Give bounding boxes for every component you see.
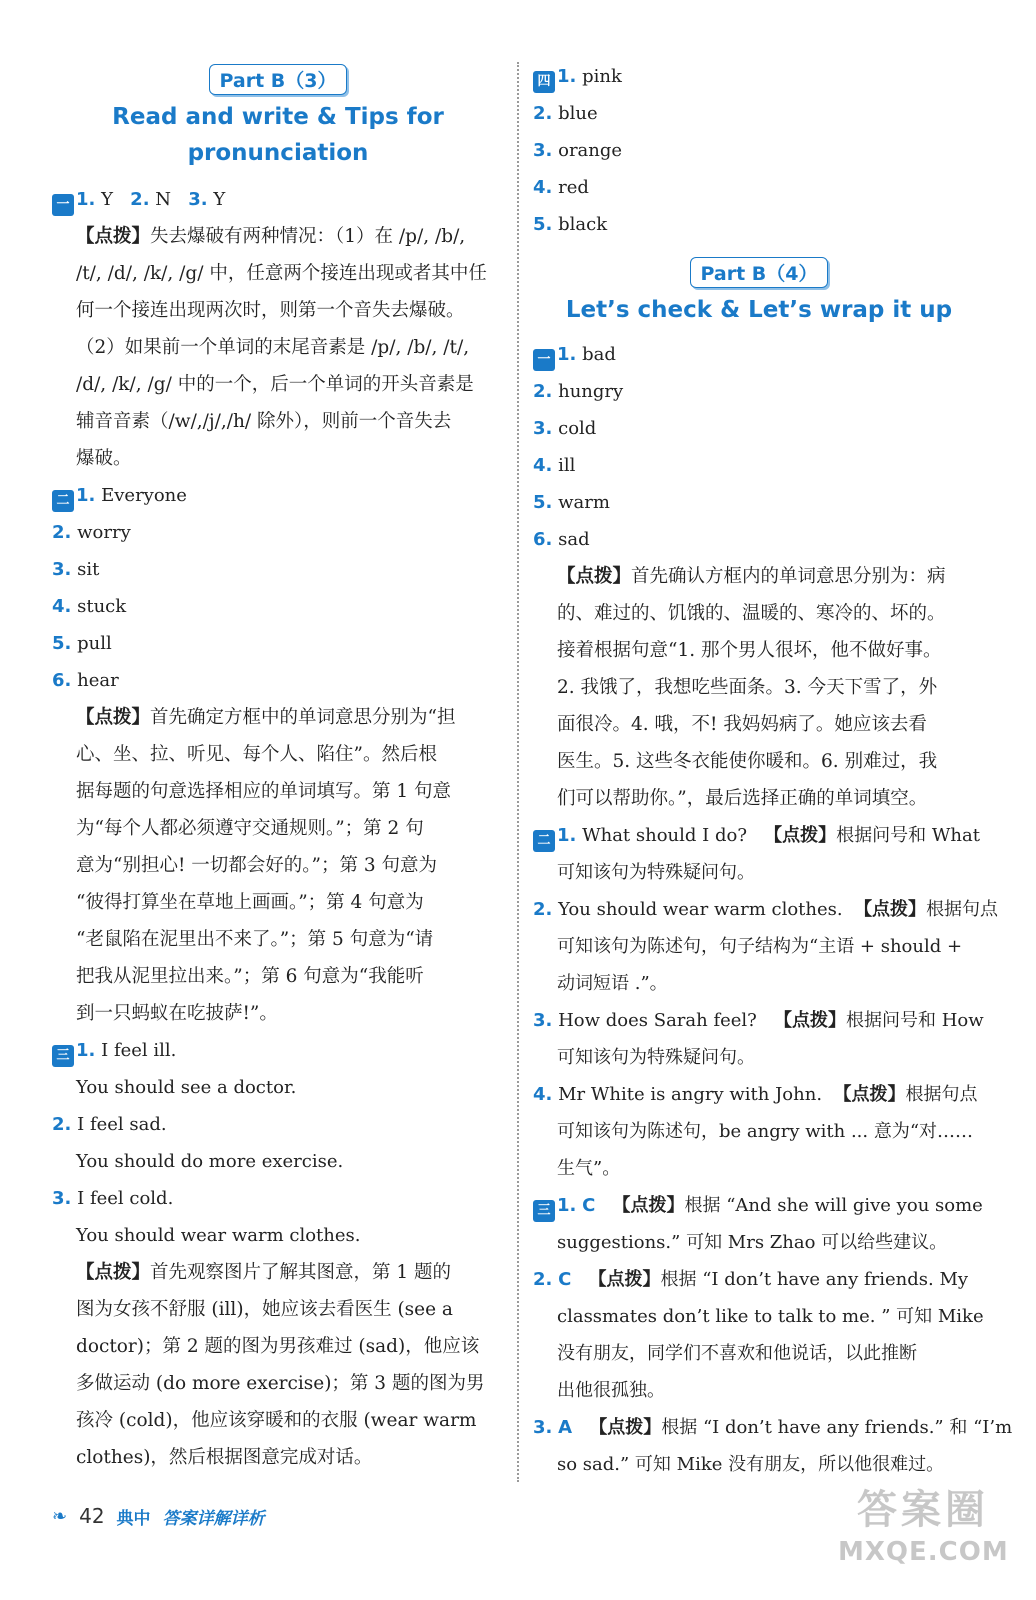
page-footer: [52, 1500, 265, 1532]
list-item: 5. pull: [52, 633, 112, 654]
list-item: 3. orange: [533, 140, 623, 161]
left-column: [52, 0, 504, 1476]
tip-paragraph: 【点拨】首先观察图片了解其图意，第 1 题的 图为女孩不舒服 (ill)，她应该去看医生 (see a doctor)；第 2 题的图为男孩难过 (sad)，他应该 多做运动 (do more exercise)；第 3 题的图为男 孩冷 (cold)，他应该穿暖和的衣服 (wear warm clothes)，然后根据图意完成对话。: [76, 1262, 485, 1468]
answer-line: You should wear warm clothes.: [76, 1225, 361, 1246]
list-item: 2. You should wear warm clothes. 【点拨】根据句点: [533, 899, 999, 920]
list-item: 三 1. C 【点拨】根据 “And she will give you some: [533, 1187, 985, 1224]
section-badge: 四: [533, 71, 555, 93]
list-item: 4. stuck: [52, 596, 127, 617]
brand-text: 答案详解详析: [162, 1508, 265, 1529]
section-3: 三 1. C 【点拨】根据 “And she will give you some suggestions.” 可知 Mrs Zhao 可以给些建议。 2. C 【点拨】根据 “I don’t have any friends. My classmates don’t like to talk to me. ” 可知 Mike 没有朋友，同学们不喜欢和他说话，以此推断 出他很孤独。 3. A 【点拨】根据 “I don’t have any friends.” 和 “I’m so sad.” 可知 Mike 没有朋友，所以他很难过。: [533, 1187, 985, 1483]
section-title: Read and write & Tips for: [112, 104, 444, 130]
list-item: 3. How does Sarah feel? 【点拨】根据问号和 How: [533, 1010, 984, 1031]
list-item: 3. cold: [533, 418, 597, 439]
list-item: 2. hungry: [533, 381, 624, 402]
list-item: 2. blue: [533, 103, 598, 124]
brand-logo: 典中: [116, 1508, 151, 1529]
list-item: 6. hear: [52, 670, 119, 691]
section-3: [52, 1032, 504, 1476]
list-item: 3. A 【点拨】根据 “I don’t have any friends.” 和 “I’m: [533, 1417, 1013, 1438]
watermark: 答案圈 MXQE.COM: [838, 1487, 1009, 1567]
section-title: Let’s check & Let’s wrap it up: [565, 297, 953, 323]
section-title-line2: pronunciation: [187, 140, 369, 166]
list-item: 四 1. pink: [533, 58, 985, 95]
section-2: [52, 477, 504, 1032]
tip-paragraph: 【点拨】失去爆破有两种情况：（1）在 /p/, /b/, /t/, /d/, /k/, /g/ 中，任意两个接连出现或者其中任 何一个接连出现两次时，则第一个音失去爆破。 （2）如果前一个单词的末尾音素是 /p/, /b/, /t/, /d/, /k/, /g/ 中的一个，后一个单词的开头音素是 辅音音素（/w/,/j/,/h/ 除外），则前一个音失去 爆破。: [76, 226, 487, 469]
list-item: 5. warm: [533, 492, 610, 513]
list-item: 一 1. bad: [533, 336, 985, 373]
list-item: 三 1. I feel ill.: [52, 1032, 504, 1069]
section-4: [533, 58, 985, 243]
part-tag: Part B（3）: [209, 64, 346, 95]
section-2: 二 1. What should I do? 【点拨】根据问号和 What 可知该句为特殊疑问句。 2. You should wear warm clothes. 【点拨】根据句点 可知该句为陈述句，句子结构为“主语 + should + 动词短语 .”。 3. How does Sarah feel? 【点拨】根据问号和 How 可知该句为特殊疑问句。 4. Mr White is angry with John. 【点拨】根据句点 可知该句为陈述句，be angry with ... 意为“对…… 生气”。: [533, 817, 985, 1187]
section-1: [52, 181, 504, 477]
list-item: 4. Mr White is angry with John. 【点拨】根据句点: [533, 1084, 978, 1105]
list-item: 4. red: [533, 177, 589, 198]
column-divider: [517, 62, 519, 1482]
leaf-icon: ❧: [52, 1505, 68, 1527]
list-item: 5. black: [533, 214, 608, 235]
list-item: 二 1. Everyone: [52, 477, 504, 514]
part-b3-header: [52, 64, 504, 171]
tip-paragraph: 【点拨】首先确认方框内的单词意思分别为：病 的、难过的、饥饿的、温暖的、寒冷的、坏的。 接着根据句意“1. 那个男人很坏，他不做好事。 2. 我饿了，我想吃些面条。3. 今天下雪了，外 面很冷。4. 哦，不! 我妈妈病了。她应该去看 医生。5. 这些冬衣能使你暖和。6. 别难过，我 们可以帮助你。”，最后选择正确的单词填空。: [557, 566, 946, 809]
list-item: 2. worry: [52, 522, 131, 543]
section-badge: 三: [533, 1200, 555, 1222]
list-item: 3. sit: [52, 559, 100, 580]
list-item: 4. ill: [533, 455, 576, 476]
right-column: [533, 0, 1013, 1483]
answer-line: You should see a doctor.: [76, 1077, 297, 1098]
part-tag: Part B（4）: [690, 257, 827, 288]
list-item: 6. sad: [533, 529, 590, 550]
page-number: 42: [79, 1504, 105, 1528]
list-item: 二 1. What should I do? 【点拨】根据问号和 What: [533, 817, 985, 854]
section-badge: 一: [52, 194, 74, 216]
section-badge: 二: [533, 830, 555, 852]
section-badge: 二: [52, 490, 74, 512]
tip-paragraph: 【点拨】首先确定方框中的单词意思分别为“担 心、坐、拉、听见、每个人、陷住”。然后根 据每题的句意选择相应的单词填写。第 1 句意 为“每个人都必须遵守交通规则。”；第 2 句 意为“别担心! 一切都会好的。”；第 3 句意为 “彼得打算坐在草地上画画。”；第 4 句意为 “老鼠陷在泥里出不来了。”；第 5 句意为“请 把我从泥里拉出来。”；第 6 句意为“我能听 到一只蚂蚁在吃披萨!”。: [76, 707, 456, 1024]
list-item: 2. I feel sad.: [52, 1114, 167, 1135]
list-item: 2. C 【点拨】根据 “I don’t have any friends. My: [533, 1269, 969, 1290]
section-badge: 三: [52, 1045, 74, 1067]
answer-row: 一 1. Y 2. N 3. Y: [52, 181, 504, 218]
answer-line: You should do more exercise.: [76, 1151, 344, 1172]
part-b4-header: [533, 257, 985, 328]
section-1: [533, 336, 985, 817]
section-badge: 一: [533, 349, 555, 371]
list-item: 3. I feel cold.: [52, 1188, 174, 1209]
